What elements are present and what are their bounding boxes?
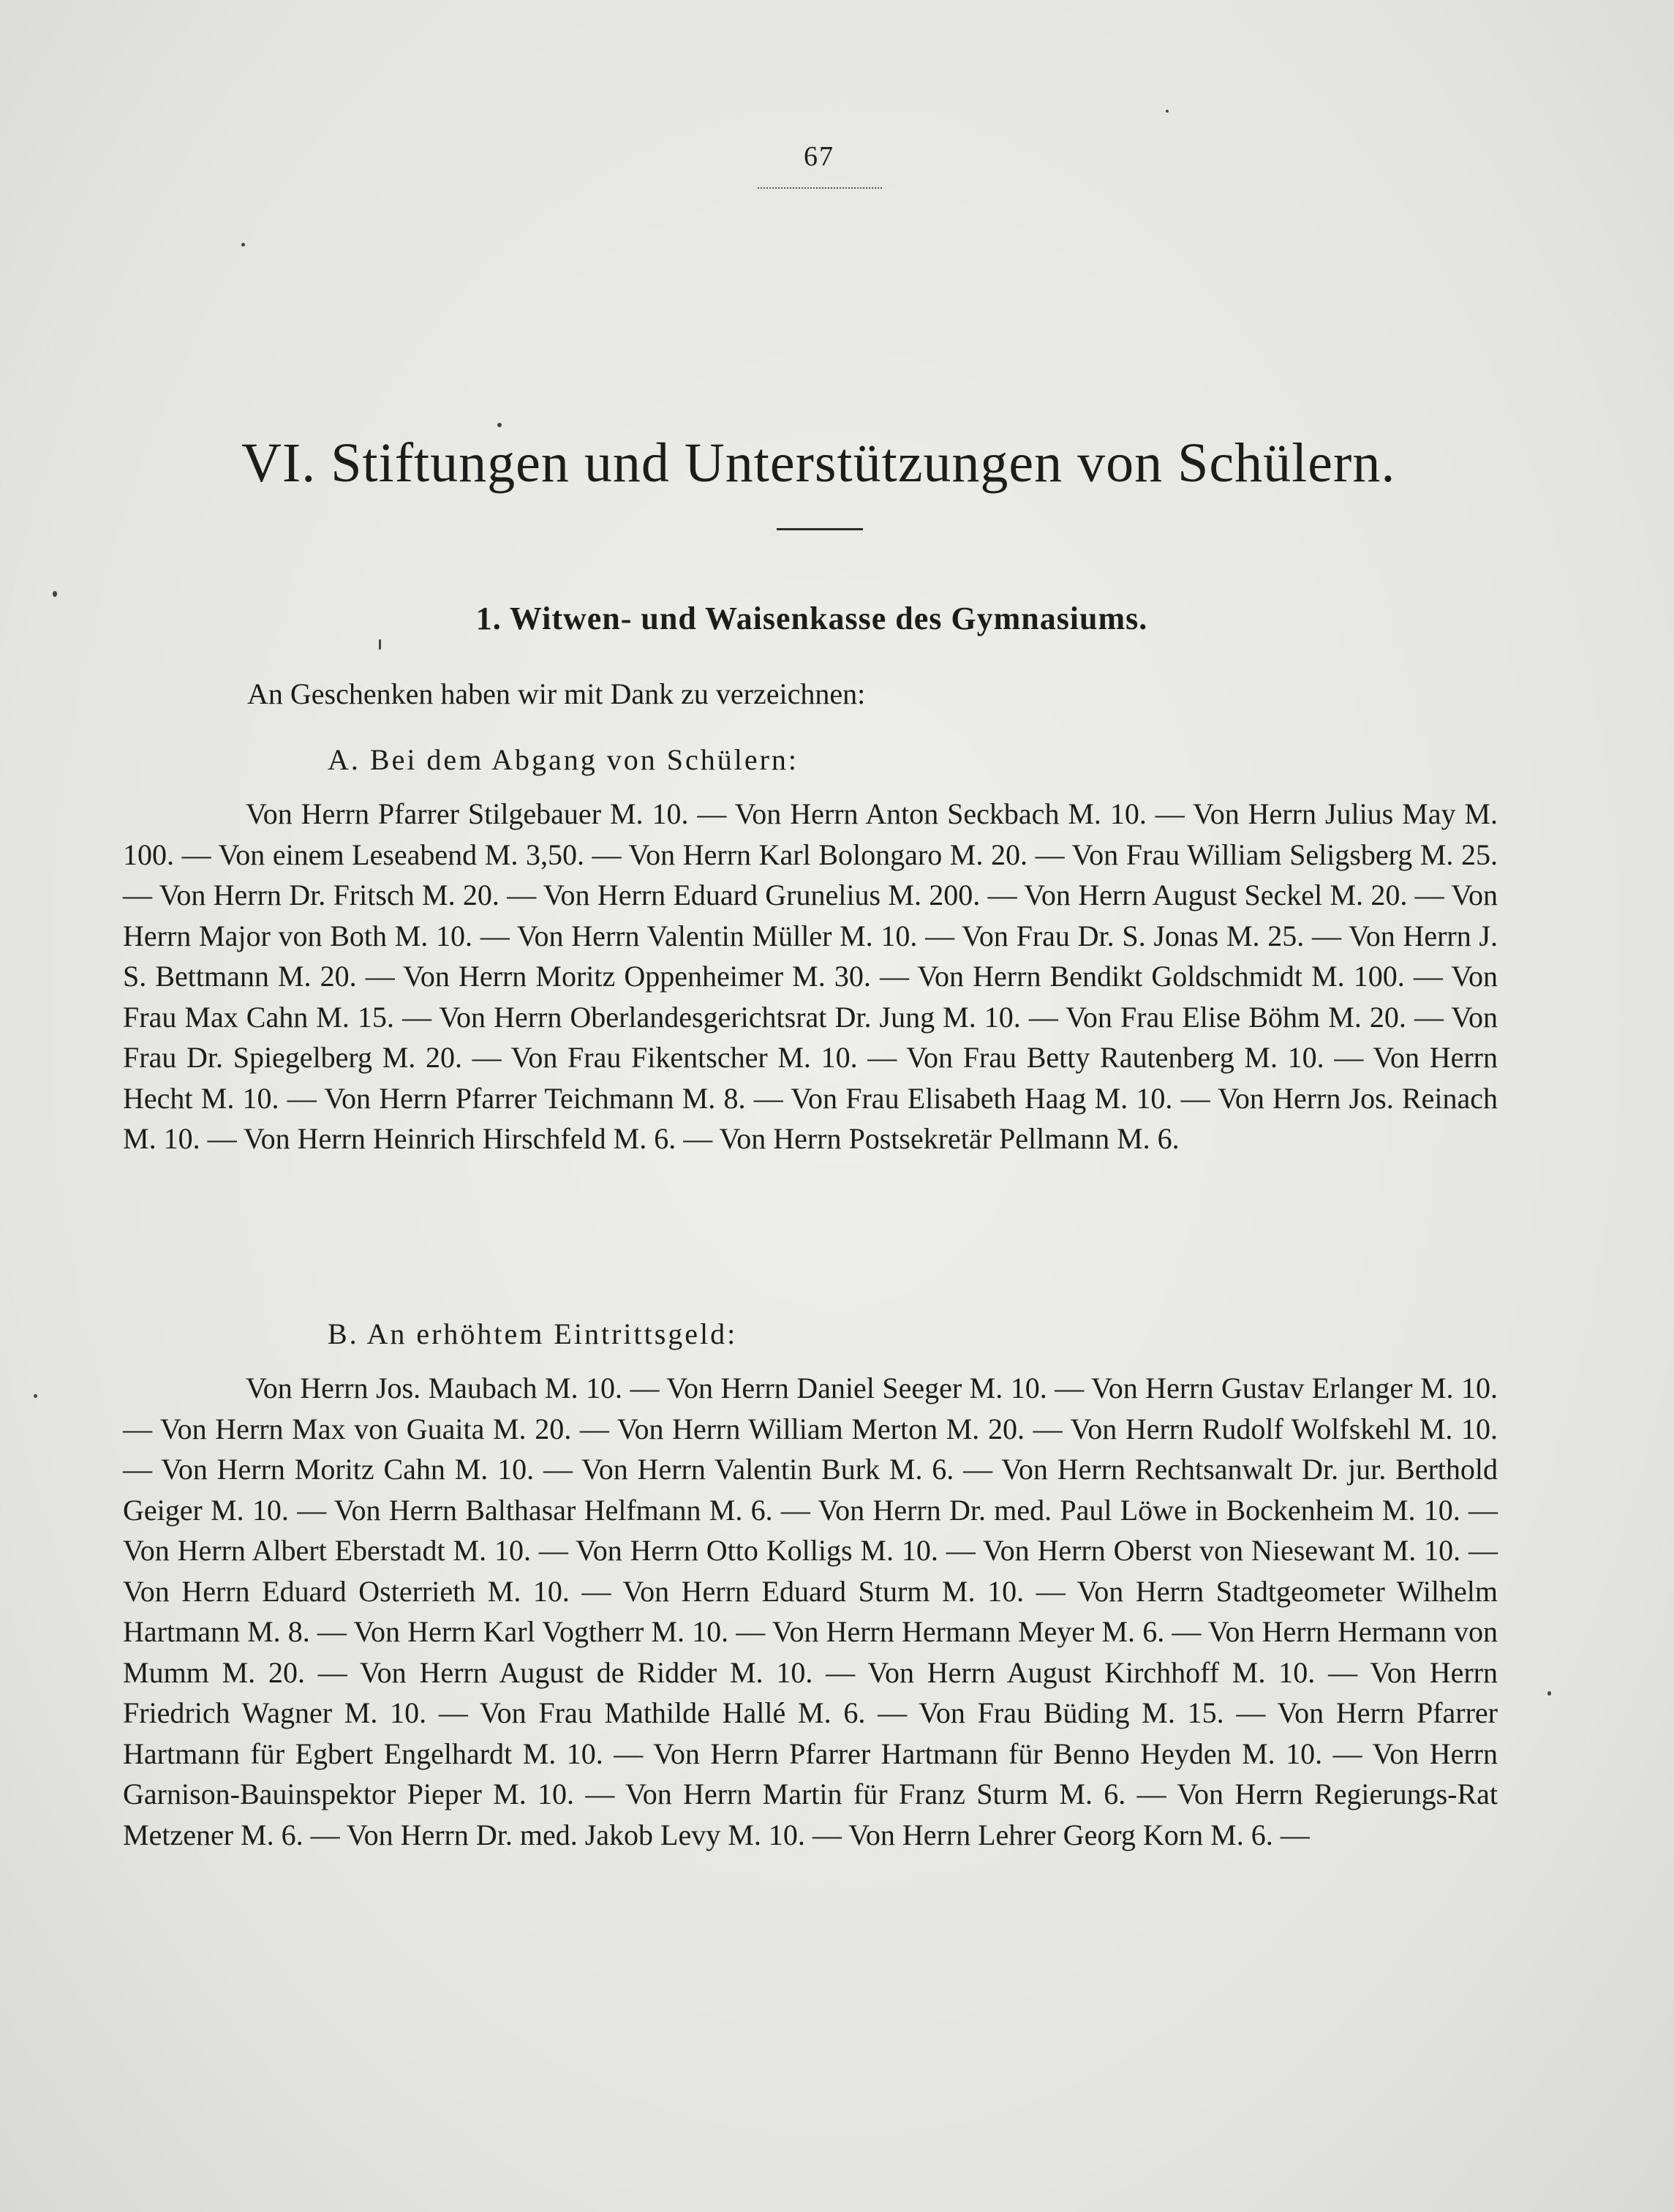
scan-speck: [241, 243, 245, 247]
scan-speck: [53, 591, 57, 597]
page-number-ornament: [758, 183, 882, 189]
scan-speck: [497, 423, 502, 427]
scan-speck: [1547, 1691, 1551, 1696]
page-number: 67: [804, 141, 834, 172]
title-divider: [777, 528, 863, 530]
scan-speck: [1166, 110, 1169, 113]
section-b-heading: B. An erhöhtem Eintrittsgeld:: [328, 1317, 738, 1350]
scan-speck: [379, 639, 381, 650]
section-a-paragraph: Von Herrn Pfarrer Stilgebauer M. 10. — Von Herrn Anton Seckbach M. 10. — Von Herrn Julius May M. 100. — Von einem Leseabend M. 3,50. — Von Herrn Karl Bolongaro M. 20. — Von Frau William Seligsberg M. 25. — Von Herrn Dr. Fritsch M. 20. — Von Herrn Eduard Grunelius M. 200. — Von Herrn August Seckel M. 20. — Von Herrn Major von Both M. 10. — Von Herrn Valentin Müller M. 10. — Von Frau Dr. S. Jonas M. 25. — Von Herrn J. S. Bettmann M. 20. — Von Herrn Moritz Oppenheimer M. 30. — Von Herrn Bendikt Goldschmidt M. 100. — Von Frau Max Cahn M. 15. — Von Herrn Oberlandesgerichtsrat Dr. Jung M. 10. — Von Frau Elise Böhm M. 20. — Von Frau Dr. Spiegelberg M. 20. — Von Frau Fikentscher M. 10. — Von Frau Betty Rautenberg M. 10. — Von Herrn Hecht M. 10. — Von Herrn Pfarrer Teichmann M. 8. — Von Frau Elisabeth Haag M. 10. — Von Herrn Jos. Reinach M. 10. — Von Herrn Heinrich Hirschfeld M. 6. — Von Herrn Postsekretär Pellmann M. 6.: [123, 797, 1498, 1155]
chapter-title: VI. Stiftungen und Unterstützungen von Schülern.: [241, 432, 1396, 494]
intro-text: An Geschenken haben wir mit Dank zu verzeichnen:: [247, 677, 866, 710]
section-a-heading: A. Bei dem Abgang von Schülern:: [328, 743, 799, 776]
section-title: 1. Witwen- und Waisenkasse des Gymnasiums.: [475, 601, 1148, 636]
scan-speck: [34, 1394, 37, 1398]
section-b-paragraph: Von Herrn Jos. Maubach M. 10. — Von Herrn Daniel Seeger M. 10. — Von Herrn Gustav Erlanger M. 10. — Von Herrn Max von Guaita M. 20. — Von Herrn William Merton M. 20. — Von Herrn Rudolf Wolfskehl M. 10. — Von Herrn Moritz Cahn M. 10. — Von Herrn Valentin Burk M. 6. — Von Herrn Rechtsanwalt Dr. jur. Berthold Geiger M. 10. — Von Herrn Balthasar Helfmann M. 6. — Von Herrn Dr. med. Paul Löwe in Bockenheim M. 10. — Von Herrn Albert Eberstadt M. 10. — Von Herrn Otto Kolligs M. 10. — Von Herrn Oberst von Niesewant M. 10. — Von Herrn Eduard Osterrieth M. 10. — Von Herrn Eduard Sturm M. 10. — Von Herrn Stadtgeometer Wilhelm Hartmann M. 8. — Von Herrn Karl Vogtherr M. 10. — Von Herrn Hermann Meyer M. 6. — Von Herrn Hermann von Mumm M. 20. — Von Herrn August de Ridder M. 10. — Von Herrn August Kirchhoff M. 10. — Von Herrn Friedrich Wagner M. 10. — Von Frau Mathilde Hallé M. 6. — Von Frau Büding M. 15. — Von Herrn Pfarrer Hartmann für Egbert Engelhardt M. 10. — Von Herrn Pfarrer Hartmann für Benno Heyden M. 10. — Von Herrn Garnison-Bauinspektor Pieper M. 10. — Von Herrn Martin für Franz Sturm M. 6. — Von Herrn Regierungs-Rat Metzener M. 6. — Von Herrn Dr. med. Jakob Levy M. 10. — Von Herrn Lehrer Georg Korn M. 6. —: [123, 1372, 1498, 1851]
